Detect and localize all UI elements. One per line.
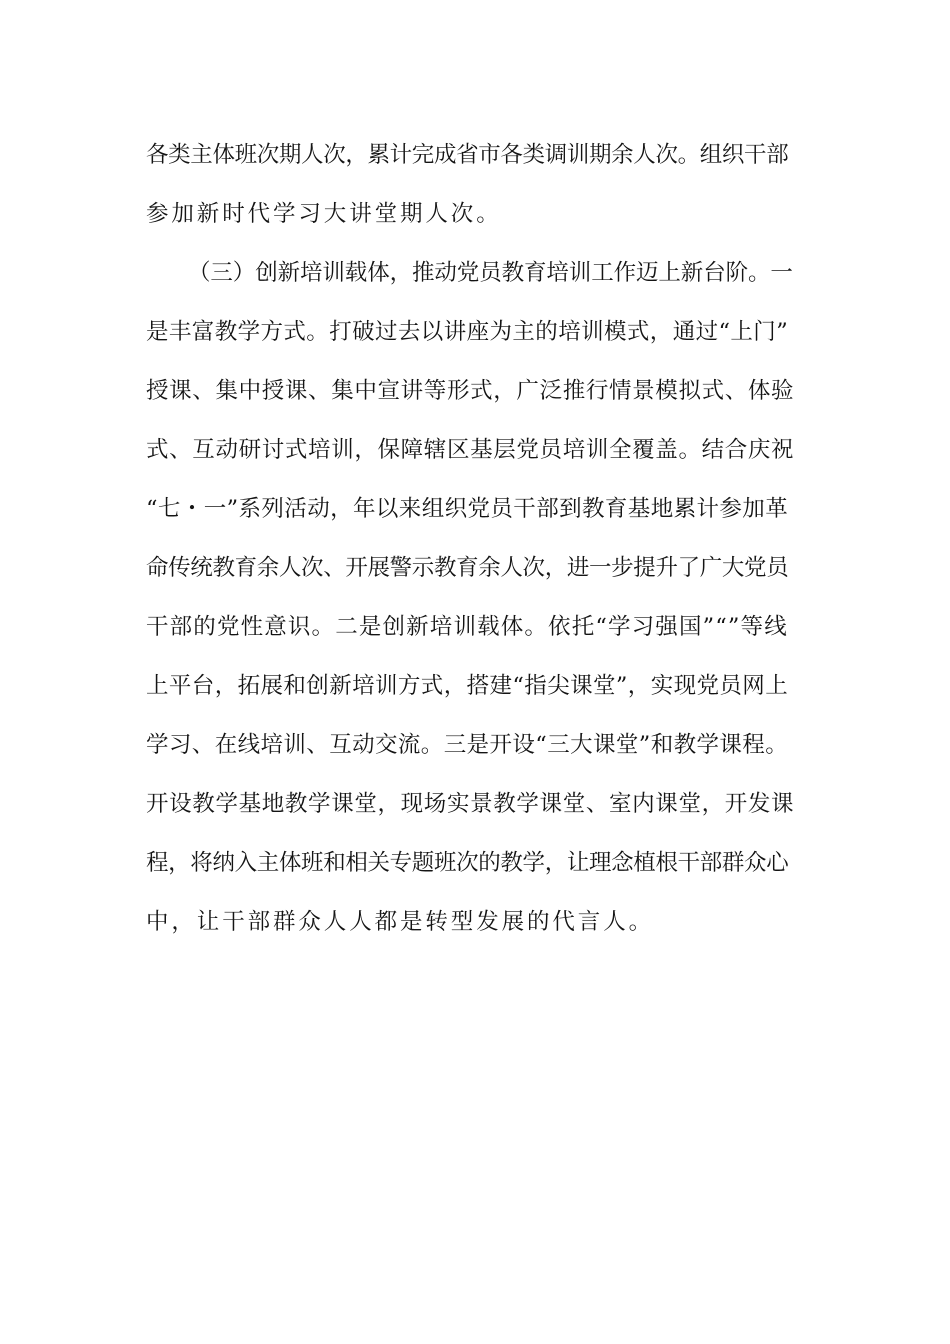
text-line-2: 参加新时代学习大讲堂期人次。 bbox=[146, 201, 502, 227]
text-line-14: 中，让干部群众人人都是转型发展的代言人。 bbox=[146, 909, 655, 935]
text-line-3: （三）创新培训载体，推动党员教育培训工作迈上新台阶。一 bbox=[188, 260, 793, 286]
text-line-7: “七・一”系列活动，年以来组织党员干部到教育基地累计参加革 bbox=[146, 496, 789, 522]
text-line-4: 是丰富教学方式。打破过去以讲座为主的培训模式，通过“上门” bbox=[146, 319, 789, 345]
text-line-5: 授课、集中授课、集中宣讲等形式，广泛推行情景模拟式、体验 bbox=[146, 378, 795, 404]
text-line-6: 式、互动研讨式培训，保障辖区基层党员培训全覆盖。结合庆祝 bbox=[146, 437, 795, 463]
text-line-1: 各类主体班次期人次，累计完成省市各类调训期余人次。组织干部 bbox=[146, 142, 789, 168]
text-line-12: 开设教学基地教学课堂，现场实景教学课堂、室内课堂，开发课 bbox=[146, 791, 795, 817]
text-line-11: 学习、在线培训、互动交流。三是开设“三大课堂”和教学课程。 bbox=[146, 732, 789, 758]
text-line-13: 程，将纳入主体班和相关专题班次的教学，让理念植根干部群众心 bbox=[146, 850, 789, 876]
text-line-8: 命传统教育余人次、开展警示教育余人次，进一步提升了广大党员 bbox=[146, 555, 789, 581]
text-line-10: 上平台，拓展和创新培训方式，搭建“指尖课堂”，实现党员网上 bbox=[146, 673, 789, 699]
body-text bbox=[146, 126, 794, 952]
text-line-9: 干部的党性意识。二是创新培训载体。依托“学习强国”“”等线 bbox=[146, 614, 788, 640]
